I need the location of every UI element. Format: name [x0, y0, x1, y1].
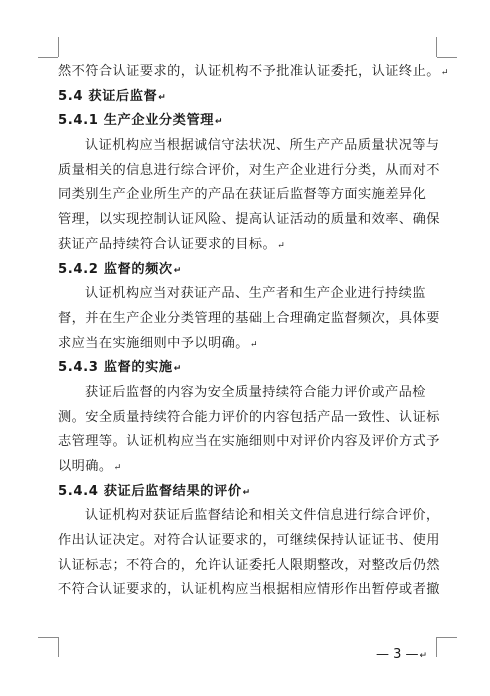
text-line — [58, 307, 440, 332]
text-line — [58, 455, 436, 480]
crop-mark-bottom-left-v — [58, 637, 59, 657]
line-text: 质量相关的信息进行综合评价，对生产企业进行分类，从而对不 — [58, 162, 440, 178]
text-line — [58, 554, 440, 579]
crop-mark-top-left-h — [38, 57, 58, 58]
document-page — [58, 60, 449, 603]
line-text: 不符合认证要求的，认证机构应当根据相应情形作出暂停或者撤 — [58, 582, 440, 598]
text-line — [58, 578, 440, 603]
heading-text: 5.4.1 生产企业分类管理 — [58, 113, 215, 129]
section-heading — [58, 109, 436, 134]
text-line — [58, 183, 436, 208]
paragraph-mark-icon: ↵ — [249, 339, 258, 350]
crop-mark-top-right-v — [436, 37, 437, 57]
paragraph-mark-icon: ↵ — [419, 651, 428, 661]
paragraph-mark-icon: ↵ — [173, 265, 182, 276]
paragraph-mark-icon: ↵ — [215, 117, 223, 128]
page-footer — [376, 647, 427, 662]
paragraph-mark-icon: ↵ — [158, 92, 166, 103]
line-text: 作出认证决定。对符合认证要求的，可继续保持认证证书、使用 — [58, 533, 440, 549]
crop-mark-top-left-v — [58, 37, 59, 57]
heading-text: 5.4.2 监督的频次 — [58, 261, 173, 277]
heading-text: 5.4.4 获证后监督结果的评价 — [58, 483, 242, 499]
line-text: 督，并在生产企业分类管理的基础上合理确定监督频次，具体要 — [58, 310, 440, 326]
line-text: 志管理等。认证机构应当在实施细则中对评价内容及评价方式予 — [58, 434, 440, 450]
text-line — [58, 60, 449, 85]
crop-mark-top-right-h — [437, 57, 457, 58]
crop-mark-bottom-right-h — [437, 637, 457, 638]
text-line — [58, 381, 436, 406]
text-line — [58, 159, 440, 184]
paragraph-mark-icon: ↵ — [173, 364, 182, 375]
paragraph-mark-icon: ↵ — [277, 240, 285, 251]
text-line — [58, 504, 440, 529]
line-text: 获证后监督的内容为安全质量持续符合能力评价或产品检 — [85, 384, 426, 400]
line-text: 同类别生产企业所生产的产品在获证后监督等方面实施差异化 — [58, 187, 427, 203]
text-line — [58, 282, 436, 307]
text-line — [58, 430, 440, 455]
line-text: 以明确。 — [58, 459, 113, 474]
line-text: 认证机构对获证后监督结论和相关文件信息进行综合评价， — [85, 508, 440, 524]
paragraph-mark-icon: ↵ — [242, 487, 251, 498]
section-heading — [58, 85, 436, 110]
page-number: — 3 — — [376, 647, 419, 662]
section-heading — [58, 356, 436, 381]
paragraph-mark-icon: ↵ — [113, 463, 122, 473]
text-line — [58, 332, 436, 357]
section-heading — [58, 258, 436, 283]
line-text: 认证机构应当根据诚信守法状况、所生产产品质量状况等与 — [85, 138, 440, 154]
line-text: 认证标志；不符合的，允许认证委托人限期整改，对整改后仍然 — [58, 557, 440, 573]
heading-text: 5.4.3 监督的实施 — [58, 360, 173, 376]
text-line — [58, 134, 440, 159]
line-text: 测。安全质量持续符合能力评价的内容包括产品一致性、认证标 — [58, 409, 440, 425]
text-line — [58, 529, 440, 554]
paragraph-mark-icon: ↵ — [440, 68, 449, 78]
line-text: 认证机构应当对获证产品、生产者和生产企业进行持续监 — [85, 286, 426, 302]
section-heading — [58, 480, 436, 505]
line-text: 然不符合认证要求的，认证机构不予批准认证委托，认证终止。 — [58, 64, 440, 79]
line-text: 管理，以实现控制认证风险、提高认证活动的质量和效率、确保 — [58, 212, 440, 228]
line-text: 求应当在实施细则中予以明确。 — [58, 335, 249, 351]
heading-text: 5.4 获证后监督 — [58, 88, 158, 104]
line-text: 获证产品持续符合认证要求的目标。 — [58, 236, 277, 252]
text-line — [58, 406, 440, 431]
text-line — [58, 208, 440, 233]
text-line — [58, 233, 436, 258]
crop-mark-bottom-right-v — [436, 637, 437, 657]
crop-mark-bottom-left-h — [38, 637, 58, 638]
